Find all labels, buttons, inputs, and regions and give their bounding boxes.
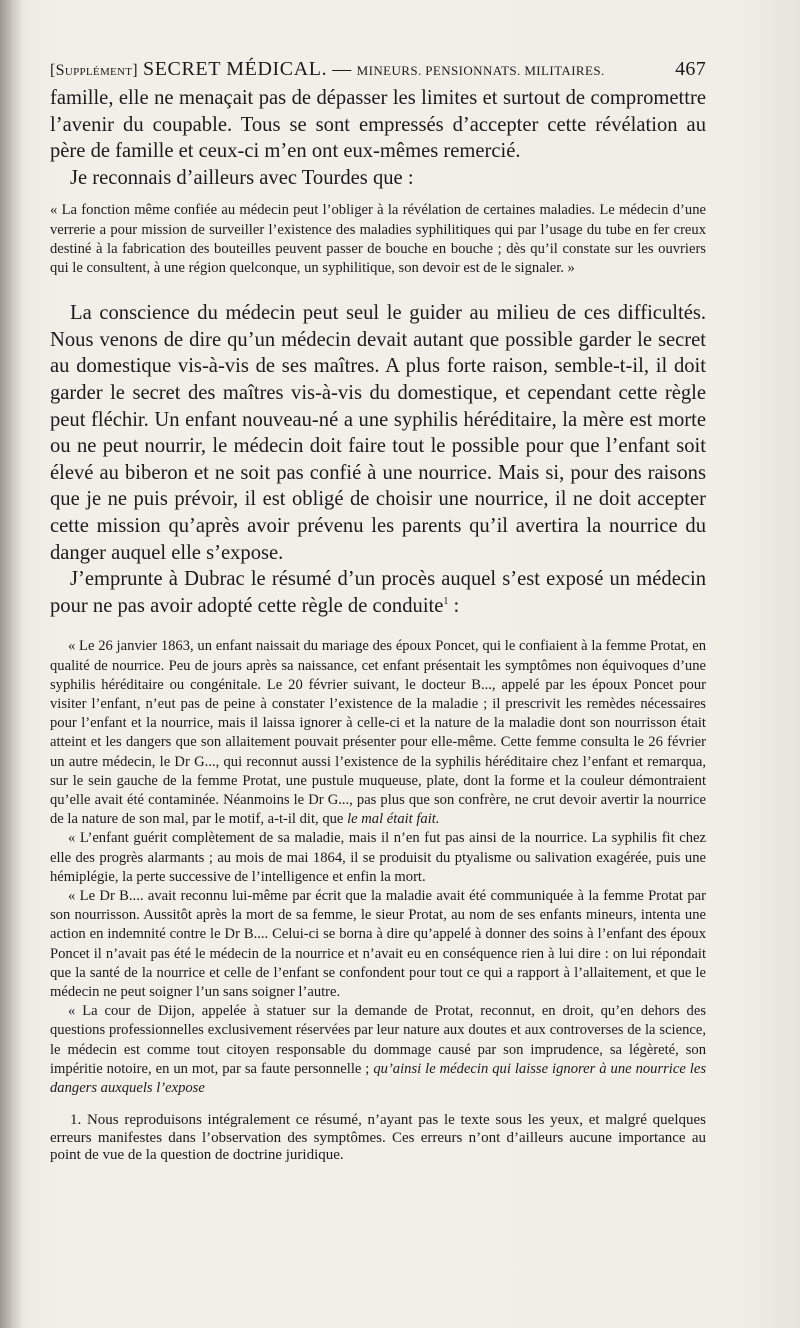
quote-dubrac-para-2: « L’enfant guérit complètement de sa maladie, mais il n’en fut pas ainsi de la nourrice. La syphilis fit chez elle des progrès alarmants ; au mois de mai 1864, il se produisit du ptyalisme ou salivation exagérée, puis une hémiplégie, la perte successive de l’intelligence et enfin la mort. bbox=[50, 830, 706, 885]
header-subject: MINEURS. PENSIONNATS. MILITAIRES. bbox=[356, 63, 605, 78]
quote-dubrac-para-1 bbox=[50, 637, 706, 829]
quote-dubrac-para-4 bbox=[50, 1002, 706, 1098]
page-content bbox=[50, 58, 706, 1165]
quote-dubrac-para-1-text: « Le 26 janvier 1863, un enfant naissait du mariage des époux Poncet, qui le confiaient à la femme Protat, en qualité de nourrice. Peu de jours après sa naissance, cet enfant présentait les symptômes non équivoques d’une syphilis héréditaire ou congénitale. Le 20 février suivant, le docteur B..., appelé par les époux Poncet pour visiter l’enfant, n’eut pas de peine à constater l’existence de la maladie ; il prescrivit les remèdes nécessaires pour l’enfant et la nourrice, mais il laissa ignorer à celle-ci et la nature de la maladie dont son nourrisson était atteint et les dangers que son allaitement pouvait présenter pour elle-même. Cette femme consulta le 26 février un autre médecin, le Dr G..., qui reconnut aussi l’existence de la syphilis héréditaire chez l’enfant et remarqua, sur le sein gauche de la femme Protat, une pustule muqueuse, plate, dont la forme et la couleur démontraient qu’elle avait été contaminée. Néanmoins le Dr G..., pas plus que son confrère, ne crut devoir avertir la nourrice de la nature de son mal, par le motif, a-t-il dit, que bbox=[50, 638, 706, 828]
running-header bbox=[50, 58, 706, 81]
quote-dubrac-para-1-italic: le mal était fait. bbox=[347, 811, 440, 828]
dubrac-intro-end: : bbox=[448, 594, 460, 617]
paragraph-tourdes-intro: Je reconnais d’ailleurs avec Tourdes que : bbox=[70, 166, 414, 189]
page-spine-shadow bbox=[0, 0, 22, 1328]
header-title: SECRET MÉDICAL. bbox=[143, 58, 328, 80]
quote-tourdes: « La fonction même confiée au médecin peut l’obliger à la révélation de certaines maladies. Le médecin d’une verrerie a pour mission de surveiller l’existence des maladies syphilitiques qui par l’usage du tube en fer creux destiné à la fabrication des bouteilles peuvent passer de bouche en bouche ; dès qu’il constate sur les ouvriers qui le consultent, à une région quelconque, un syphilitique, son devoir est de le signaler. » bbox=[50, 202, 706, 276]
quote-dubrac bbox=[50, 637, 706, 1098]
footnote-mark: 1 bbox=[443, 595, 449, 607]
paragraph-dubrac-intro bbox=[50, 566, 706, 619]
header-section: [Supplément] bbox=[50, 62, 138, 79]
paragraph-conscience: La conscience du médecin peut seul le guider au milieu de ces difficultés. Nous venons de dire qu’un médecin devait autant que possible garder le secret au domestique vis-à-vis de ses maîtres. A plus forte raison, semble-t-il, il doit garder le secret des maîtres vis-à-vis du domestique, et cependant cette règle peut fléchir. Un enfant nouveau-né a une syphilis héréditaire, la mère est morte ou ne peut nourrir, le médecin doit faire tout le possible pour que l’enfant soit élevé au biberon et ne soit pas confié à une nourrice. Mais si, pour des raisons que je ne puis prévoir, il est obligé de choisir une nourrice, il ne doit accepter cette mission qu’après avoir prévenu les parents qu’il avertira la nourrice du danger auquel elle s’expose. bbox=[50, 302, 706, 564]
page-number: 467 bbox=[675, 58, 706, 80]
dubrac-intro-text: J’emprunte à Dubrac le résumé d’un procès auquel s’est exposé un médecin pour ne pas avoir adopté cette règle de conduite bbox=[50, 568, 706, 617]
footnote: 1. Nous reproduisons intégralement ce résumé, n’ayant pas le texte sous les yeux, et malgré quelques erreurs manifestes dans l’observation des symptômes. Ces erreurs n’ont d’ailleurs aucune importance au point de vue de la question de doctrine juridique. bbox=[50, 1112, 706, 1164]
paragraph-continuation: famille, elle ne menaçait pas de dépasser les limites et surtout de compromettre l’avenir du coupable. Tous se sont empressés d’accepter cette révélation au père de famille et ceux-ci m’en ont eux-mêmes remercié. bbox=[50, 87, 706, 163]
quote-dubrac-para-3: « Le Dr B.... avait reconnu lui-même par écrit que la maladie avait été communiquée à la femme Protat par son nourrisson. Aussitôt après la mort de sa femme, le sieur Protat, au nom de ses enfants mineurs, intenta une action en indemnité contre le Dr B.... Celui-ci se borna à dire qu’appelé à donner des soins à l’enfant des époux Poncet il n’avait pas été le médecin de la nourrice et n’avait eu en conséquence rien à lui dire : on lui répondait que la santé de la nourrice et celle de l’enfant se confondent pour tout ce qui a rapport à l’allaitement, et que le médecin ne peut soigner l’un sans soigner l’autre. bbox=[50, 887, 706, 1000]
header-dash: — bbox=[332, 59, 352, 80]
quote-dubrac-para-4-italic: qu’ainsi le médecin qui laisse ignorer à une nourrice les dangers auxquels l’expose bbox=[50, 1060, 706, 1096]
quote-dubrac-para-4-text: « La cour de Dijon, appelée à statuer sur la demande de Protat, reconnut, en droit, qu’en dehors des questions professionnelles exclusivement réservées par leur nature aux doutes et aux controverses de la science, le médecin est comme tout citoyen responsable du dommage causé par son imprudence, sa légèreté, son impéritie notoire, en un mot, par sa faute personnelle ; bbox=[50, 1003, 706, 1077]
header-left bbox=[50, 58, 605, 81]
